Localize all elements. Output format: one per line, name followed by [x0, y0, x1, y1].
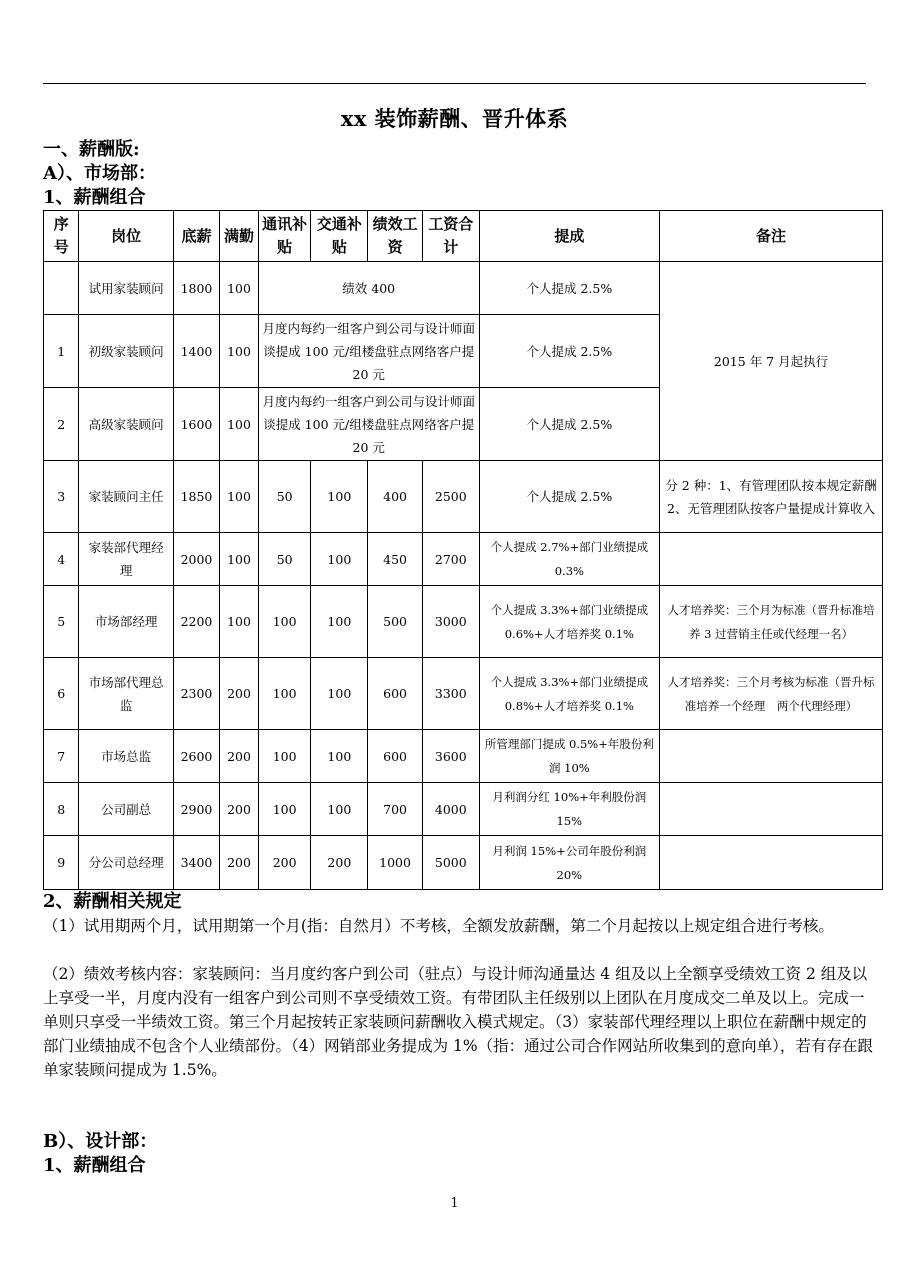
table-header-row: [44, 211, 883, 262]
cell-note: [660, 836, 883, 890]
cell-post: 家装部代理经理: [79, 533, 173, 586]
cell-perf: 600: [368, 730, 423, 783]
cell-commission: 个人提成 3.3%+部门业绩提成 0.6%+人才培养奖 0.1%: [479, 586, 659, 658]
column-header: 交通补贴: [311, 211, 368, 262]
cell-total: 5000: [422, 836, 479, 890]
cell-attend: 200: [220, 783, 259, 836]
cell-post: 市场部代理总监: [79, 658, 173, 730]
cell-no: 7: [44, 730, 79, 783]
column-header: 底薪: [173, 211, 220, 262]
cell-note: [660, 783, 883, 836]
subsection-heading: B）、设计部：: [43, 1131, 158, 1152]
table-row: [44, 783, 883, 836]
cell-commission: 个人提成 3.3%+部门业绩提成 0.8%+人才培养奖 0.1%: [479, 658, 659, 730]
cell-comm: 100: [258, 730, 311, 783]
cell-attend: 100: [220, 262, 259, 315]
cell-post: 高级家装顾问: [79, 388, 173, 461]
cell-attend: 200: [220, 658, 259, 730]
cell-note: 分 2 种：1、有管理团队按本规定薪酬 2、无管理团队按客户量提成计算收入: [660, 461, 883, 533]
table-row: [44, 533, 883, 586]
cell-commission: 个人提成 2.5%: [479, 461, 659, 533]
cell-note: [660, 730, 883, 783]
cell-total: 3300: [422, 658, 479, 730]
cell-post: 初级家装顾问: [79, 315, 173, 388]
cell-total: 2500: [422, 461, 479, 533]
cell-base: 2200: [173, 586, 220, 658]
cell-commission: 个人提成 2.5%: [479, 388, 659, 461]
subsection-heading: 1、薪酬组合: [43, 187, 146, 208]
cell-commission: 个人提成 2.7%+部门业绩提成 0.3%: [479, 533, 659, 586]
cell-no: [44, 262, 79, 315]
cell-commission: 月利润分红 10%+年利股份润 15%: [479, 783, 659, 836]
cell-comm: 100: [258, 586, 311, 658]
cell-note: 2015 年 7 月起执行: [660, 262, 883, 461]
cell-comm: 200: [258, 836, 311, 890]
document-title: xx 装饰薪酬、晋升体系: [340, 106, 569, 131]
cell-no: 8: [44, 783, 79, 836]
subsection-heading: 2、薪酬相关规定: [43, 891, 182, 912]
table-row: [44, 461, 883, 533]
cell-merged: 月度内每约一组客户到公司与设计师面谈提成 100 元/组楼盘驻点网络客户提 20 元: [258, 388, 479, 461]
cell-perf: 1000: [368, 836, 423, 890]
cell-note: 人才培养奖：三个月考核为标准（晋升标准培养一个经理 两个代理经理）: [660, 658, 883, 730]
column-header: 工资合计: [422, 211, 479, 262]
cell-note: 人才培养奖：三个月为标准（晋升标准培养 3 过营销主任或代经理一名）: [660, 586, 883, 658]
cell-commission: 月利润 15%+公司年股份利润 20%: [479, 836, 659, 890]
column-header: 提成: [479, 211, 659, 262]
cell-merged: 月度内每约一组客户到公司与设计师面谈提成 100 元/组楼盘驻点网络客户提 20 元: [258, 315, 479, 388]
cell-note: [660, 533, 883, 586]
cell-total: 3000: [422, 586, 479, 658]
column-header: 备注: [660, 211, 883, 262]
cell-base: 1800: [173, 262, 220, 315]
cell-attend: 200: [220, 836, 259, 890]
cell-no: 2: [44, 388, 79, 461]
cell-attend: 100: [220, 533, 259, 586]
table-row: [44, 836, 883, 890]
cell-base: 2000: [173, 533, 220, 586]
cell-base: 1400: [173, 315, 220, 388]
table-row: [44, 730, 883, 783]
cell-post: 市场总监: [79, 730, 173, 783]
cell-perf: 400: [368, 461, 423, 533]
page-number: 1: [450, 1196, 459, 1211]
cell-total: 4000: [422, 783, 479, 836]
cell-total: 2700: [422, 533, 479, 586]
salary-table: [43, 210, 883, 890]
cell-comm: 100: [258, 783, 311, 836]
cell-attend: 100: [220, 388, 259, 461]
cell-post: 市场部经理: [79, 586, 173, 658]
table-row: [44, 586, 883, 658]
cell-post: 公司副总: [79, 783, 173, 836]
subsection-heading: A）、市场部：: [43, 163, 156, 184]
cell-comm: 100: [258, 658, 311, 730]
cell-commission: 所管理部门提成 0.5%+年股份利润 10%: [479, 730, 659, 783]
cell-perf: 600: [368, 658, 423, 730]
cell-traffic: 200: [311, 836, 368, 890]
cell-base: 1850: [173, 461, 220, 533]
cell-attend: 100: [220, 586, 259, 658]
cell-no: 6: [44, 658, 79, 730]
cell-traffic: 100: [311, 730, 368, 783]
cell-attend: 100: [220, 461, 259, 533]
cell-traffic: 100: [311, 783, 368, 836]
column-header: 通讯补贴: [258, 211, 311, 262]
cell-base: 1600: [173, 388, 220, 461]
cell-comm: 50: [258, 533, 311, 586]
cell-commission: 个人提成 2.5%: [479, 262, 659, 315]
cell-no: 1: [44, 315, 79, 388]
column-header: 岗位: [79, 211, 173, 262]
cell-no: 9: [44, 836, 79, 890]
table-row: [44, 658, 883, 730]
cell-comm: 50: [258, 461, 311, 533]
cell-base: 3400: [173, 836, 220, 890]
cell-attend: 100: [220, 315, 259, 388]
cell-attend: 200: [220, 730, 259, 783]
table-row: [44, 262, 883, 315]
rule-paragraph: （2）绩效考核内容：家装顾问：当月度约客户到公司（驻点）与设计师沟通量达 4 组及以上全额享受绩效工资 2 组及以上享受一半，月度内没有一组客户到公司则不享受绩效工资。有带团队主任级别以上团队在月度成交二单及以上。完成一单则只享受一半绩效工资。第三个月起按转正家装顾问薪酬收入模式规定。（3）家装部代理经理以上职位在薪酬中规定的部门业绩抽成不包含个人业绩部份。（4）网销部业务提成为 1%（指：通过公司合作网站所收集到的意向单），若有存在跟单家装顾问提成为 1.5%。: [43, 965, 873, 1079]
cell-no: 3: [44, 461, 79, 533]
rule-paragraph: （1）试用期两个月，试用期第一个月(指：自然月）不考核，全额发放薪酬，第二个月起按以上规定组合进行考核。: [43, 917, 834, 935]
cell-total: 3600: [422, 730, 479, 783]
cell-traffic: 100: [311, 586, 368, 658]
cell-post: 家装顾问主任: [79, 461, 173, 533]
section-heading: 一、薪酬版:: [43, 139, 140, 160]
cell-base: 2600: [173, 730, 220, 783]
cell-base: 2900: [173, 783, 220, 836]
column-header: 序号: [44, 211, 79, 262]
column-header: 满勤: [220, 211, 259, 262]
column-header: 绩效工资: [368, 211, 423, 262]
cell-perf: 700: [368, 783, 423, 836]
cell-merged: 绩效 400: [258, 262, 479, 315]
cell-perf: 500: [368, 586, 423, 658]
cell-traffic: 100: [311, 533, 368, 586]
cell-base: 2300: [173, 658, 220, 730]
cell-traffic: 100: [311, 461, 368, 533]
cell-post: 试用家装顾问: [79, 262, 173, 315]
cell-post: 分公司总经理: [79, 836, 173, 890]
header-rule: [43, 83, 866, 84]
cell-traffic: 100: [311, 658, 368, 730]
subsection-heading: 1、薪酬组合: [43, 1155, 146, 1176]
cell-no: 5: [44, 586, 79, 658]
cell-no: 4: [44, 533, 79, 586]
cell-commission: 个人提成 2.5%: [479, 315, 659, 388]
cell-perf: 450: [368, 533, 423, 586]
